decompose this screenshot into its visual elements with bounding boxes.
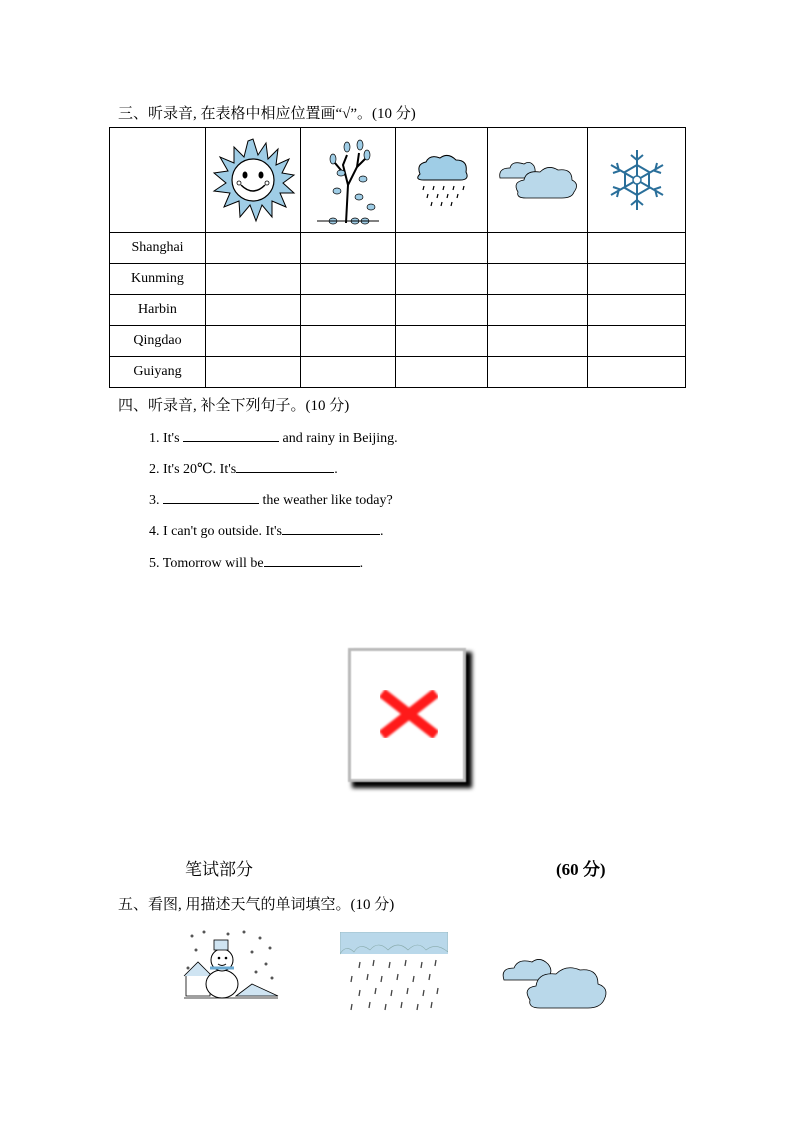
sentence-text: . bbox=[379, 524, 384, 539]
answer-blank[interactable] bbox=[282, 520, 380, 535]
answer-cell[interactable] bbox=[588, 357, 686, 388]
rain-cloud-icon bbox=[412, 152, 472, 208]
sun-cell bbox=[206, 128, 301, 233]
answer-cell[interactable] bbox=[396, 264, 488, 295]
answer-cell[interactable] bbox=[301, 264, 396, 295]
sentence-text: the weather like today? bbox=[259, 493, 393, 508]
answer-cell[interactable] bbox=[488, 326, 588, 357]
answer-cell[interactable] bbox=[206, 326, 301, 357]
answer-blank[interactable] bbox=[236, 458, 334, 473]
answer-cell[interactable] bbox=[301, 295, 396, 326]
cloudy-cell bbox=[488, 128, 588, 233]
answer-cell[interactable] bbox=[488, 295, 588, 326]
windy-cell bbox=[301, 128, 396, 233]
answer-cell[interactable] bbox=[396, 233, 488, 264]
rainy-cell bbox=[396, 128, 488, 233]
answer-cell[interactable] bbox=[488, 233, 588, 264]
answer-cell[interactable] bbox=[301, 326, 396, 357]
sentence-text: . bbox=[334, 462, 338, 477]
answer-cell[interactable] bbox=[588, 326, 686, 357]
weather-table bbox=[109, 127, 686, 388]
answer-cell[interactable] bbox=[206, 295, 301, 326]
answer-cell[interactable] bbox=[206, 357, 301, 388]
table-row bbox=[110, 233, 686, 264]
sentence-text: 2. It's 20℃. It's bbox=[149, 462, 237, 477]
city-label: Harbin bbox=[110, 295, 206, 326]
table-row bbox=[110, 357, 686, 388]
section-3-title: 三、听录音, 在表格中相应位置画“√”。(10 分) bbox=[118, 106, 416, 122]
sentence-1 bbox=[149, 427, 398, 447]
broken-image-icon bbox=[348, 648, 474, 790]
table-row bbox=[110, 264, 686, 295]
sentence-text: 3. bbox=[149, 493, 163, 508]
city-label: Qingdao bbox=[110, 326, 206, 357]
answer-cell[interactable] bbox=[396, 326, 488, 357]
sentence-text: 5. Tomorrow will be bbox=[149, 556, 264, 571]
windy-tree-icon bbox=[313, 135, 383, 225]
city-label: Kunming bbox=[110, 264, 206, 295]
answer-blank[interactable] bbox=[163, 489, 259, 504]
sentence-4 bbox=[149, 520, 383, 540]
section-4-title: 四、听录音, 补全下列句子。(10 分) bbox=[118, 398, 350, 414]
sentence-text: and rainy in Beijing. bbox=[279, 431, 398, 446]
sentence-2 bbox=[149, 458, 338, 478]
icon-header-row bbox=[110, 128, 686, 233]
sun-icon bbox=[210, 137, 296, 223]
sentence-5 bbox=[149, 552, 363, 572]
city-label: Guiyang bbox=[110, 357, 206, 388]
answer-cell[interactable] bbox=[206, 264, 301, 295]
empty-corner-cell bbox=[110, 128, 206, 233]
snowflake-icon bbox=[605, 147, 669, 213]
sentence-text: . bbox=[359, 556, 364, 571]
answer-blank[interactable] bbox=[183, 427, 279, 442]
cloudy-icon bbox=[500, 956, 614, 1012]
answer-cell[interactable] bbox=[396, 295, 488, 326]
table-row bbox=[110, 295, 686, 326]
answer-cell[interactable] bbox=[301, 357, 396, 388]
sentence-3 bbox=[149, 489, 393, 509]
sentence-text: 1. It's bbox=[149, 431, 184, 446]
city-label: Shanghai bbox=[110, 233, 206, 264]
section-5-title: 五、看图, 用描述天气的单词填空。(10 分) bbox=[118, 897, 395, 913]
answer-cell[interactable] bbox=[206, 233, 301, 264]
cloud-icon bbox=[496, 158, 580, 202]
sentence-text: 4. I can't go outside. It's bbox=[149, 524, 282, 539]
answer-cell[interactable] bbox=[588, 295, 686, 326]
written-part-score: (60 分) bbox=[556, 860, 606, 879]
heavy-rain-icon bbox=[340, 932, 448, 1014]
answer-cell[interactable] bbox=[488, 357, 588, 388]
answer-cell[interactable] bbox=[301, 233, 396, 264]
answer-cell[interactable] bbox=[588, 233, 686, 264]
answer-cell[interactable] bbox=[488, 264, 588, 295]
answer-cell[interactable] bbox=[588, 264, 686, 295]
snowy-cell bbox=[588, 128, 686, 233]
written-part-label: 笔试部分 bbox=[185, 860, 253, 879]
answer-blank[interactable] bbox=[264, 552, 360, 567]
snowman-icon bbox=[182, 928, 280, 1006]
table-row bbox=[110, 326, 686, 357]
answer-cell[interactable] bbox=[396, 357, 488, 388]
